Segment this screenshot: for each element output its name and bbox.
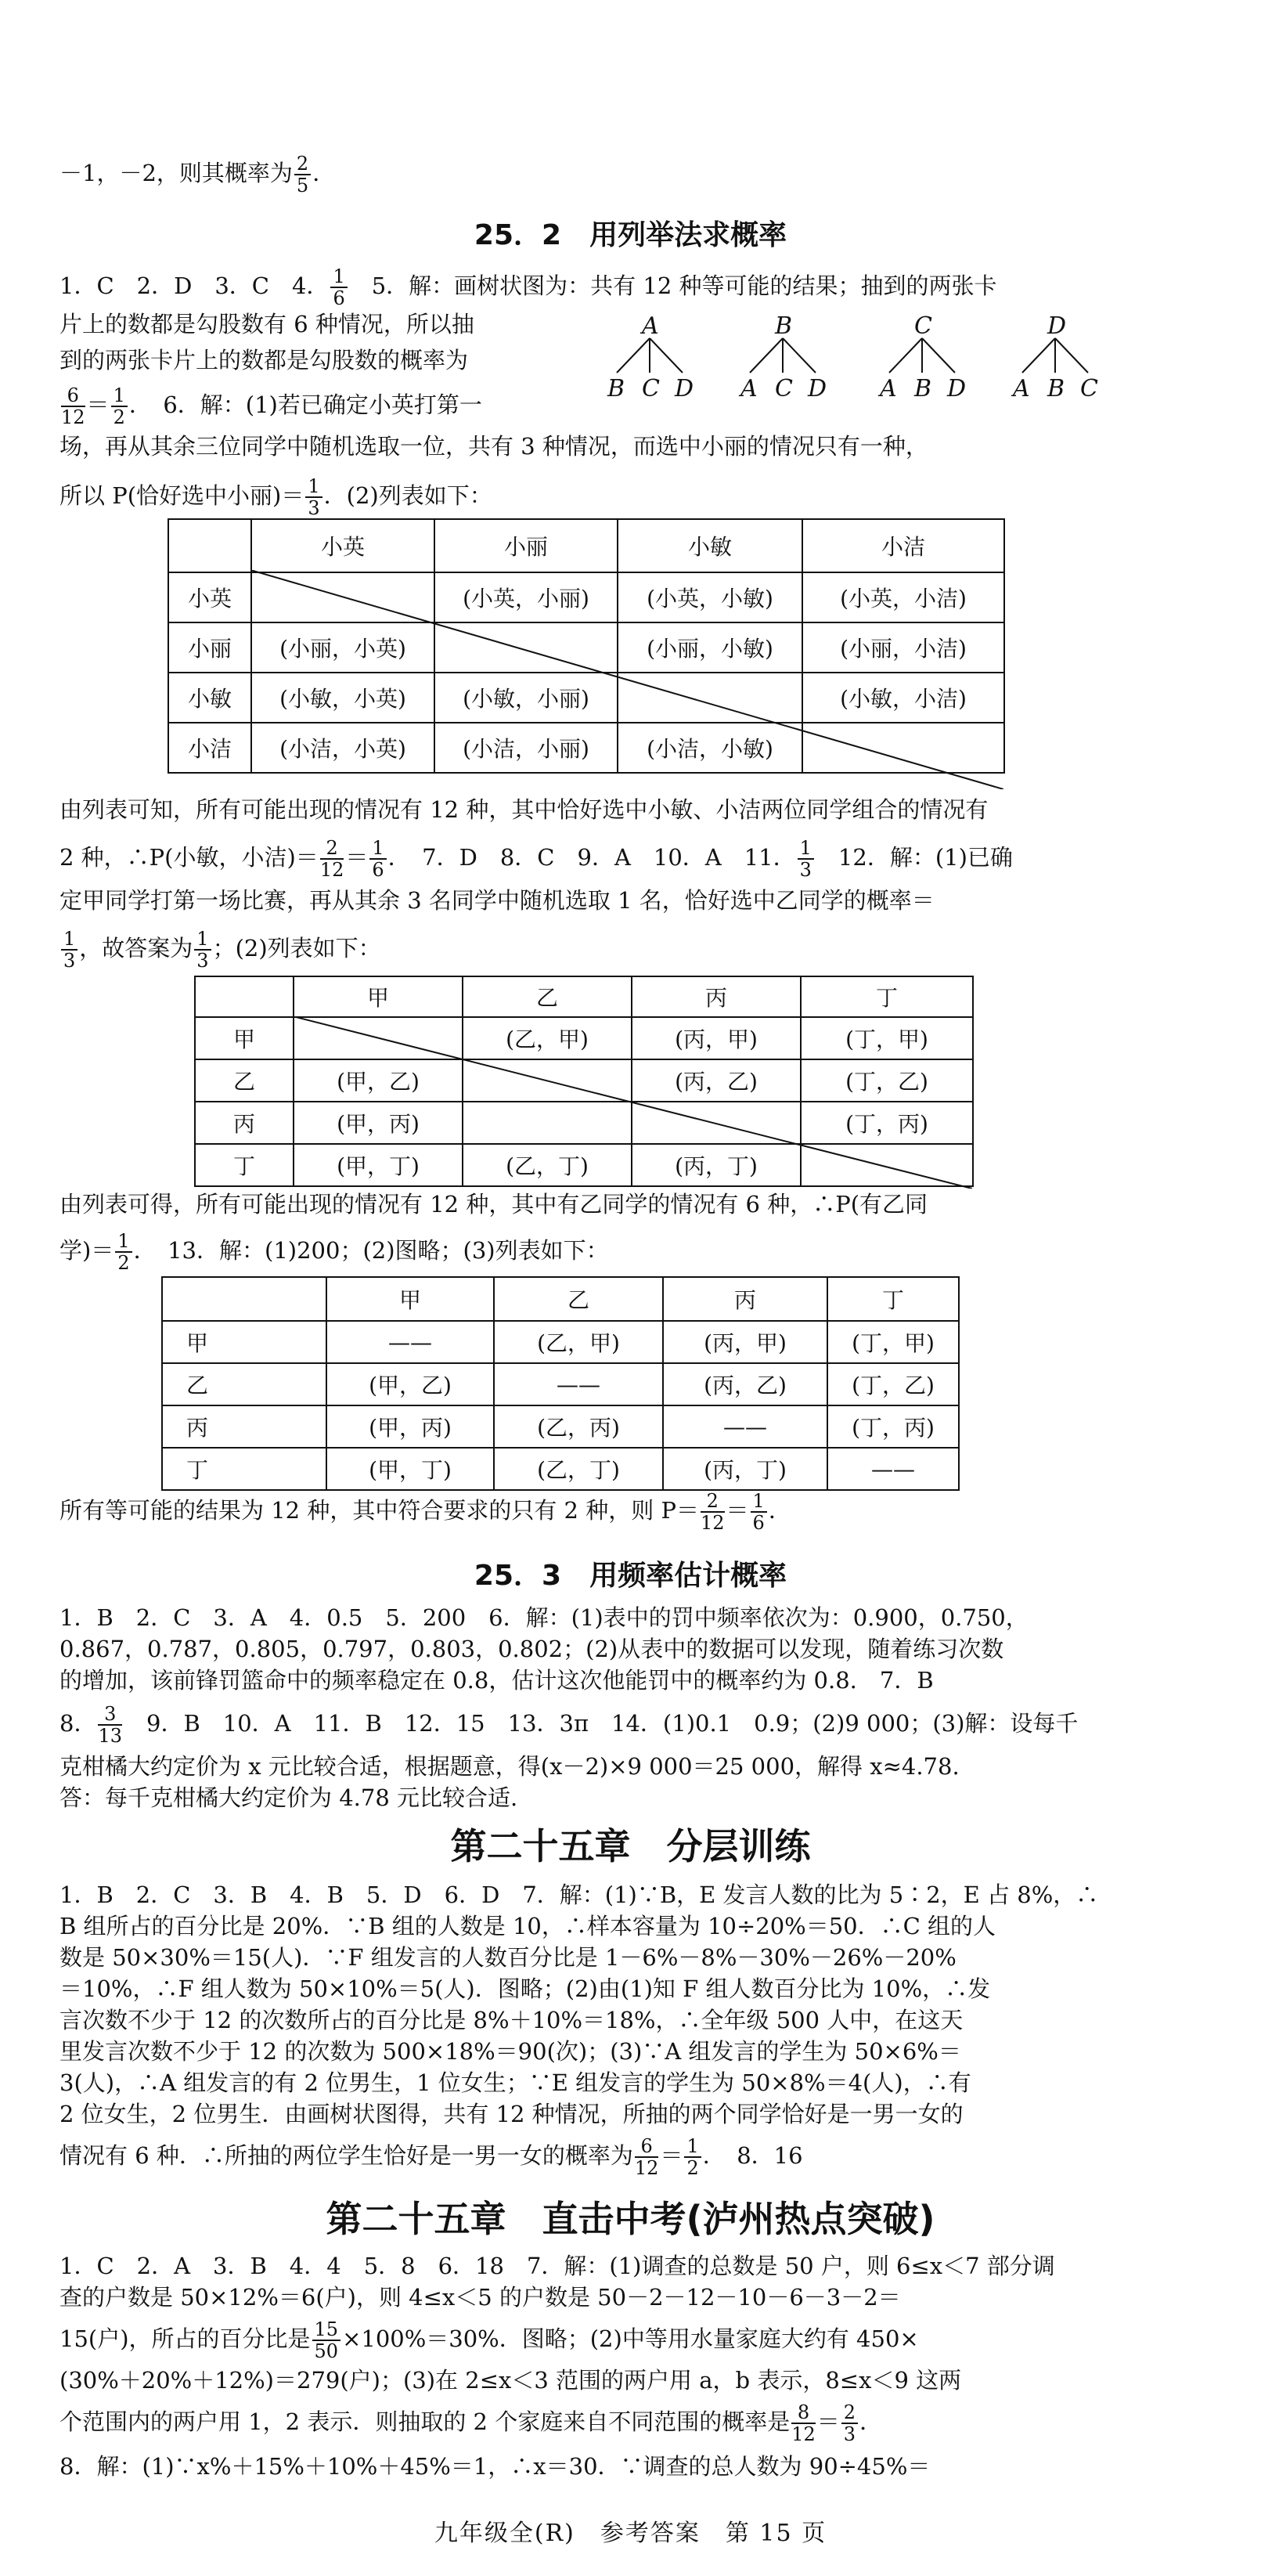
- text-line: 克柑橘大约定价为 x 元比较合适，根据题意，得(x－2)×9 000＝25 000，解得 x≈4.78.: [59, 1753, 960, 1780]
- text-line: 查的户数是 50×12%＝6(户)，则 4≤x＜5 的户数是 50－2－12－10－6－3－2＝: [59, 2284, 901, 2311]
- tree-leaf: B: [914, 375, 932, 402]
- row-label: 小丽: [168, 622, 251, 673]
- row-label: 甲: [195, 1017, 294, 1059]
- table-header: 丙: [632, 976, 801, 1017]
- table-cell: (甲，乙): [326, 1363, 494, 1405]
- table-cell: (小敏，小英): [251, 673, 434, 723]
- table-cell: (小洁，小英): [251, 723, 434, 773]
- pairing-table-3: [161, 1276, 960, 1491]
- tree-diagram-c: [875, 312, 977, 406]
- text-line: B 组所占的百分比是 20%．∵B 组的人数是 10，∴样本容量为 10÷20%＝50．∴C 组的人: [59, 1913, 996, 1939]
- tree-leaf: D: [808, 375, 827, 402]
- row-label: 乙: [162, 1363, 326, 1405]
- table-cell: (小英，小洁): [802, 572, 1004, 622]
- fraction: $\frac{1}{2}$: [111, 385, 128, 428]
- tree-leaf: D: [675, 375, 694, 402]
- fraction: $\frac{1}{3}$: [194, 929, 211, 971]
- row-label: 甲: [162, 1321, 326, 1363]
- table-corner: [168, 519, 251, 572]
- text-line: ＝10%，∴F 组人数为 50×10%＝5(人)．图略；(2)由(1)知 F 组人数百分比为 10%，∴发: [59, 1975, 991, 2002]
- chapter-heading: 第二十五章 直击中考(泸州热点突破): [326, 2198, 935, 2240]
- tree-diagram-b: [736, 312, 838, 406]
- section-heading: 25．3 用频率估计概率: [474, 1560, 787, 1592]
- table-row: [162, 1321, 959, 1363]
- table-cell: (丙，甲): [632, 1017, 801, 1059]
- table-cell: (丁，甲): [801, 1017, 973, 1059]
- table-header: 乙: [463, 976, 632, 1017]
- text-line: 3(人)，∴A 组发言的有 2 位男生，1 位女生；∵E 组发言的学生为 50×8%＝4(人)，∴有: [59, 2069, 971, 2096]
- table-cell: (乙，丙): [494, 1405, 663, 1448]
- table-header: 小英: [251, 519, 434, 572]
- table-cell: (甲，丁): [326, 1448, 494, 1490]
- row-label: 丁: [162, 1448, 326, 1490]
- fraction: $\frac{2}{12}$: [700, 1490, 725, 1534]
- text-line: 2 位女生，2 位男生．由画树状图得，共有 12 种情况，所抽的两个同学恰好是一男一女的: [59, 2101, 964, 2127]
- text-line: 所有等可能的结果为 12 种，其中符合要求的只有 2 种，则 P＝ $\frac{2}{12}$ ＝ $\frac{1}{6}$ ．: [59, 1490, 791, 1534]
- table-cell: (小丽，小敏): [618, 622, 802, 673]
- table-cell: (乙，甲): [494, 1321, 663, 1363]
- text-line: 1．B 2．C 3．A 4．0.5 5．200 6．解：(1)表中的罚中频率依次为：0.900，0.750，: [59, 1604, 1029, 1631]
- table-header: 乙: [494, 1277, 663, 1321]
- table-cell: ——: [827, 1448, 959, 1490]
- table-header: 小丽: [434, 519, 618, 572]
- table-cell: ——: [494, 1363, 663, 1405]
- row-label: 小敏: [168, 673, 251, 723]
- text-line: 1．C 2．A 3．B 4．4 5．8 6．18 7．解：(1)调查的总数是 50 户，则 6≤x＜7 部分调: [59, 2253, 1055, 2279]
- fraction: $\frac{2}{5}$: [294, 153, 311, 196]
- text-line: 定甲同学打第一场比赛，再从其余 3 名同学中随机选取 1 名，恰好选中乙同学的概率＝: [59, 887, 935, 914]
- table-row: [195, 976, 973, 1017]
- table-cell: (甲，丁): [294, 1144, 463, 1186]
- text-line: 情况有 6 种．∴所抽的两位学生恰好是一男一女的概率为 $\frac{6}{12}$ ＝ $\frac{1}{2}$ ． 8．16: [59, 2135, 803, 2179]
- table-cell: (丁，乙): [801, 1059, 973, 1102]
- table-cell: (甲，丙): [326, 1405, 494, 1448]
- text-line: 所以 P(恰好选中小丽)＝ $\frac{1}{3}$ ．(2)列表如下：: [59, 475, 492, 519]
- fraction: $\frac{6}{12}$: [61, 384, 85, 428]
- table-cell: (丁，甲): [827, 1321, 959, 1363]
- table-cell: (丙，乙): [663, 1363, 827, 1405]
- fraction: $\frac{3}{13}$: [98, 1703, 122, 1747]
- text-line: 15(户)，所占的百分比是 $\frac{15}{50}$ ×100%＝30%．图略；(2)中等用水量家庭大约有 450×: [59, 2318, 919, 2362]
- section-heading: 25．2 用列举法求概率: [474, 219, 787, 251]
- fraction: $\frac{1}{3}$: [305, 476, 322, 518]
- table-header: 丁: [801, 976, 973, 1017]
- tree-leaf: C: [642, 375, 660, 402]
- table-cell: (乙，丁): [463, 1144, 632, 1186]
- table-cell: (丙，丁): [663, 1448, 827, 1490]
- text-line: 8． $\frac{3}{13}$ 9．B 10．A 11．B 12．15 13．3π 14．(1)0.1 0.9；(2)9 000；(3)解：设每千: [59, 1703, 1079, 1747]
- text-line: 答：每千克柑橘大约定价为 4.78 元比较合适.: [59, 1784, 518, 1811]
- text-line: 0.867，0.787，0.805，0.797，0.803，0.802；(2)从表中的数据可以发现，随着练习次数: [59, 1636, 1004, 1662]
- text-line: 学)＝ $\frac{1}{2}$ ． 13．解：(1)200；(2)图略；(3)列表如下：: [59, 1230, 609, 1274]
- text-line: 场，再从其余三位同学中随机选取一位，共有 3 种情况，而选中小丽的情况只有一种，: [59, 433, 928, 460]
- table-cell: (丙，丁): [632, 1144, 801, 1186]
- table-header: 甲: [326, 1277, 494, 1321]
- table-cell: (小英，小丽): [434, 572, 618, 622]
- tree-diagram-d: [1008, 312, 1110, 406]
- page-footer: 九年级全(R) 参考答案 第 15 页: [434, 2520, 827, 2547]
- table-header: 小敏: [618, 519, 802, 572]
- table-row: [168, 519, 1004, 572]
- tree-root: D: [1047, 312, 1067, 340]
- table-row: [162, 1363, 959, 1405]
- table-cell: (甲，丙): [294, 1102, 463, 1144]
- table-header: 甲: [294, 976, 463, 1017]
- table-header: 丁: [827, 1277, 959, 1321]
- tree-leaf: B: [1047, 375, 1065, 402]
- table-cell: (小丽，小英): [251, 622, 434, 673]
- fraction: $\frac{8}{12}$: [791, 2401, 816, 2445]
- fraction: $\frac{1}{2}$: [684, 2136, 701, 2178]
- table-cell: (乙，甲): [463, 1017, 632, 1059]
- text-line: 1．C 2．D 3．C 4． $\frac{1}{6}$ 5．解：画树状图为：共有 12 种等可能的结果；抽到的两张卡: [59, 265, 997, 309]
- fraction: $\frac{2}{3}$: [841, 2402, 858, 2444]
- text-line: 8．解：(1)∵x%＋15%＋10%＋45%＝1，∴x＝30．∵调查的总人数为 90÷45%＝: [59, 2453, 931, 2480]
- table-row: [162, 1277, 959, 1321]
- table-diagonal-line: [293, 1016, 972, 1189]
- text-line: 由列表可知，所有可能出现的情况有 12 种，其中恰好选中小敏、小洁两位同学组合的情况有: [59, 796, 989, 823]
- tree-leaf: A: [1013, 375, 1030, 402]
- tree-root: A: [642, 312, 659, 340]
- fraction: $\frac{15}{50}$: [312, 2319, 341, 2361]
- text-line: －1，－2，则其概率为 $\frac{2}{5}$ ．: [59, 153, 336, 197]
- fraction: $\frac{1}{6}$: [751, 1491, 767, 1533]
- table-cell: (丙，乙): [632, 1059, 801, 1102]
- table-cell: (丙，甲): [663, 1321, 827, 1363]
- table-corner: [195, 976, 294, 1017]
- table-cell: (丁，乙): [827, 1363, 959, 1405]
- table-header: 丙: [663, 1277, 827, 1321]
- table-cell: (小洁，小丽): [434, 723, 618, 773]
- tree-leaf: A: [740, 375, 758, 402]
- fraction: $\frac{1}{2}$: [115, 1231, 132, 1273]
- text-line: 1．B 2．C 3．B 4．B 5．D 6．D 7．解：(1)∵B，E 发言人数的比为 5∶2，E 占 8%，∴: [59, 1881, 1099, 1908]
- fraction: $\frac{6}{12}$: [634, 2135, 659, 2179]
- tree-diagram-a: [603, 312, 704, 406]
- tree-leaf: C: [1080, 375, 1098, 402]
- text-line: (30%＋20%＋12%)＝279(户)；(3)在 2≤x＜3 范围的两户用 a，b 表示，8≤x＜9 这两: [59, 2367, 962, 2394]
- fraction: $\frac{2}{12}$: [319, 837, 344, 881]
- tree-leaf: A: [880, 375, 897, 402]
- text-line: 由列表可得，所有可能出现的情况有 12 种，其中有乙同学的情况有 6 种，∴P(有乙同: [59, 1191, 928, 1218]
- table-cell: (小敏，小洁): [802, 673, 1004, 723]
- table-row: [162, 1405, 959, 1448]
- table-cell: (小敏，小丽): [434, 673, 618, 723]
- chapter-heading: 第二十五章 分层训练: [450, 1825, 811, 1867]
- tree-root: B: [775, 312, 793, 340]
- table-cell: (小丽，小洁): [802, 622, 1004, 673]
- row-label: 小英: [168, 572, 251, 622]
- table-row: [162, 1448, 959, 1490]
- row-label: 丁: [195, 1144, 294, 1186]
- table-header: 小洁: [802, 519, 1004, 572]
- text-line: 的增加，该前锋罚篮命中的频率稳定在 0.8，估计这次他能罚中的概率约为 0.8. 7．B: [59, 1667, 934, 1694]
- fraction: $\frac{1}{6}$: [369, 838, 386, 880]
- text-line: 言次数不少于 12 的次数所占的百分比是 8%＋10%＝18%，∴全年级 500 人中，在这天: [59, 2007, 964, 2033]
- fraction: $\frac{1}{3}$: [61, 929, 77, 971]
- text-line: 2 种，∴P(小敏，小洁)＝ $\frac{2}{12}$ ＝ $\frac{1}{6}$ ． 7．D 8．C 9．A 10．A 11． $\frac{1}{3}$ 12．解：(1)已确: [59, 837, 1013, 881]
- table-diagonal-line: [250, 570, 1003, 789]
- text-line: 到的两张卡片上的数都是勾股数的概率为: [59, 347, 469, 373]
- table-cell: ——: [326, 1321, 494, 1363]
- row-label: 小洁: [168, 723, 251, 773]
- table-cell: (丁，丙): [827, 1405, 959, 1448]
- fraction: $\frac{1}{6}$: [330, 266, 347, 308]
- table-cell: (小洁，小敏): [618, 723, 802, 773]
- table-cell: (丁，丙): [801, 1102, 973, 1144]
- text-line: 个范围内的两户用 1，2 表示．则抽取的 2 个家庭来自不同范围的概率是 $\frac{8}{12}$ ＝ $\frac{2}{3}$ ．: [59, 2401, 883, 2445]
- text-line: $\frac{1}{3}$ ，故答案为 $\frac{1}{3}$ ；(2)列表如下：: [59, 929, 1202, 971]
- tree-root: C: [914, 312, 932, 340]
- row-label: 丙: [195, 1102, 294, 1144]
- row-label: 丙: [162, 1405, 326, 1448]
- tree-leaf: C: [775, 375, 793, 402]
- row-label: 乙: [195, 1059, 294, 1102]
- text-line: 数是 50×30%＝15(人)．∵F 组发言的人数百分比是 1－6%－8%－30%－26%－20%: [59, 1944, 957, 1971]
- table-cell: (乙，丁): [494, 1448, 663, 1490]
- text-line: 里发言次数不少于 12 的次数为 500×18%＝90(次)；(3)∵A 组发言的学生为 50×6%＝: [59, 2038, 961, 2065]
- table-cell: (甲，乙): [294, 1059, 463, 1102]
- table-corner: [162, 1277, 326, 1321]
- table-cell: ——: [663, 1405, 827, 1448]
- fraction: $\frac{1}{3}$: [798, 838, 814, 880]
- table-cell: (小英，小敏): [618, 572, 802, 622]
- text-line: 片上的数都是勾股数有 6 种情况，所以抽: [59, 311, 474, 337]
- tree-leaf: D: [947, 375, 967, 402]
- text-line: $\frac{6}{12}$ ＝ $\frac{1}{2}$ ． 6．解：(1)若已确定小英打第一: [61, 384, 482, 428]
- tree-leaf: B: [607, 375, 625, 402]
